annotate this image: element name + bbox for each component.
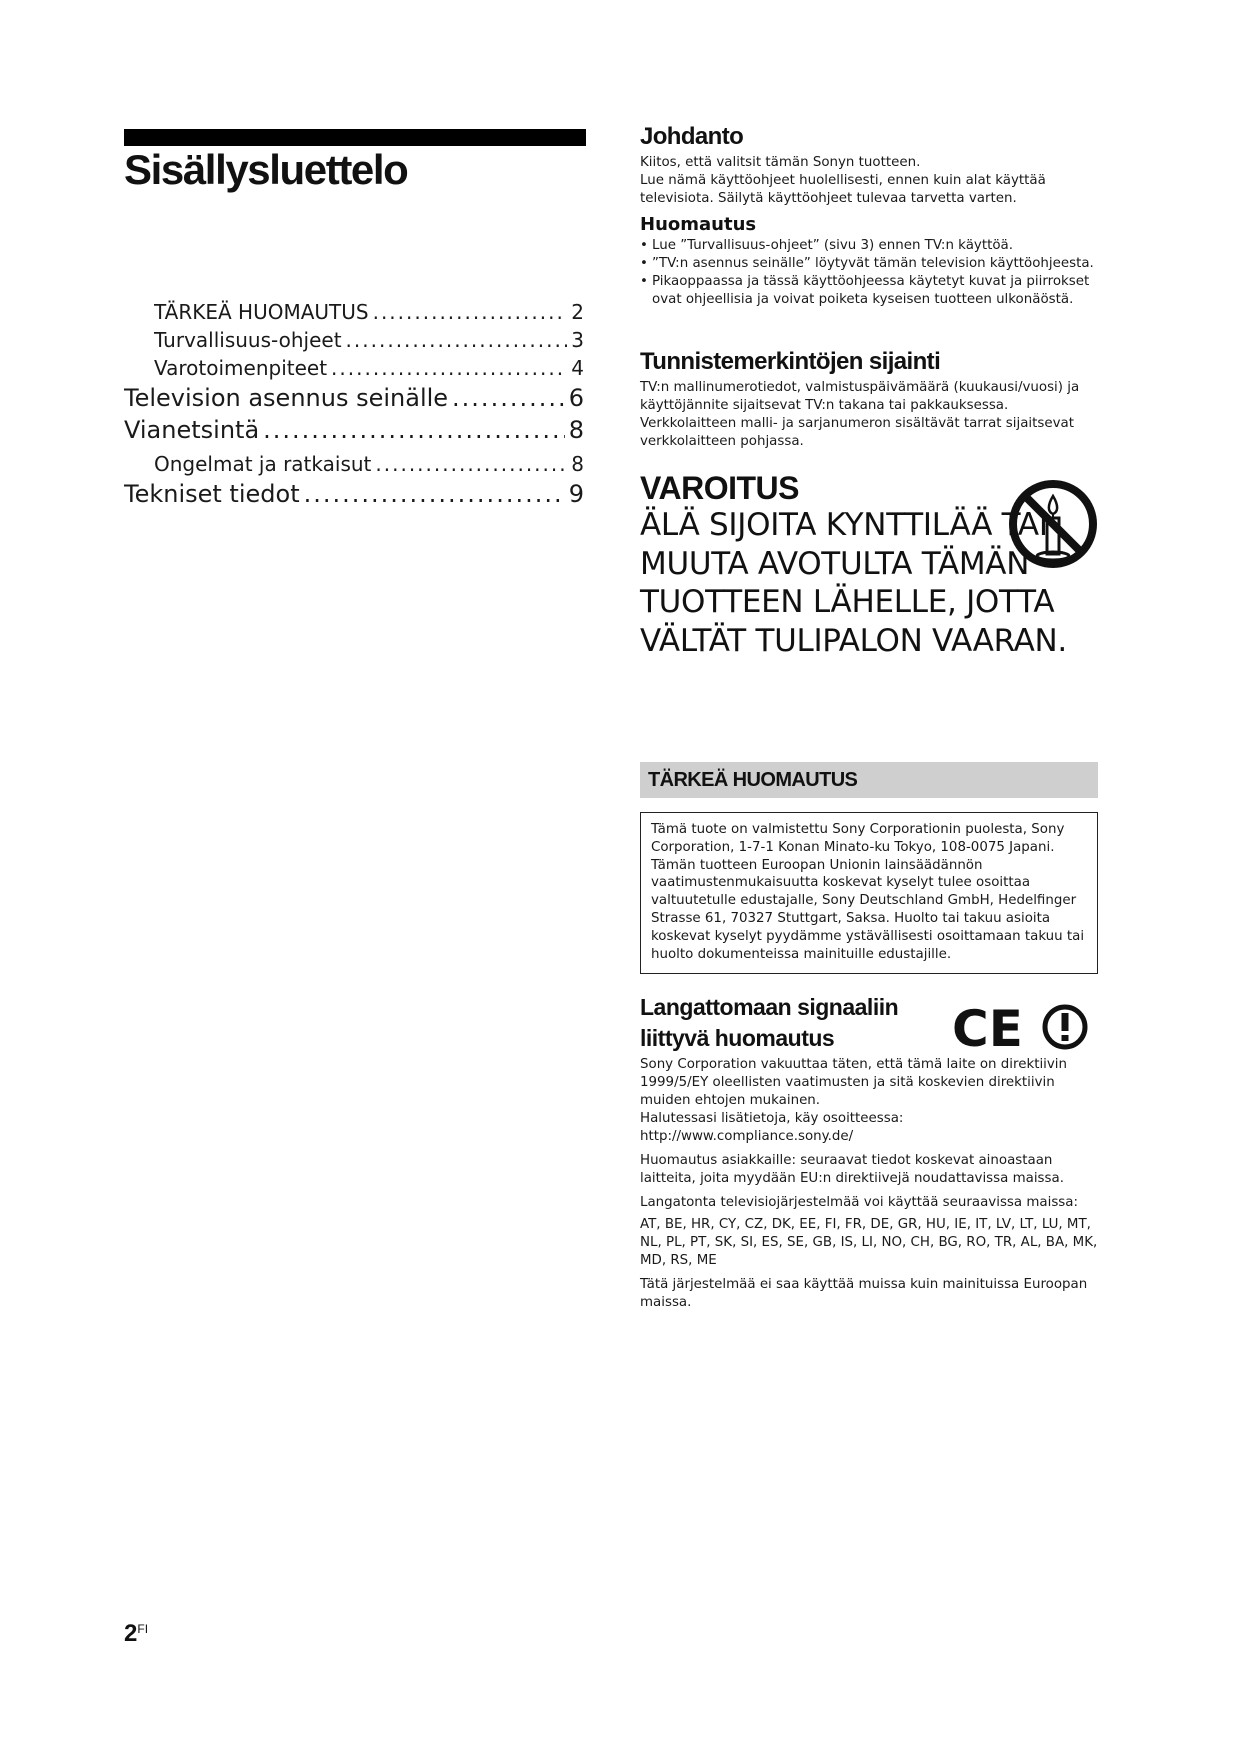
wireless-notice-title: Langattomaan signaaliin liittyvä huomautus — [640, 994, 899, 1051]
intro-title: Johdanto — [640, 123, 744, 150]
warning-title: VAROITUS — [640, 470, 799, 506]
intro-section — [640, 123, 1105, 309]
toc-entry-precautions[interactable] — [154, 356, 584, 384]
page-number — [124, 1620, 148, 1648]
toc-entry-page: 6 — [568, 384, 584, 412]
toc-entry-wall-mount[interactable] — [124, 384, 584, 416]
toc-leader — [373, 300, 568, 324]
toc-entry-troubleshooting[interactable] — [124, 416, 584, 448]
important-notice-header: TÄRKEÄ HUOMAUTUS — [640, 762, 1098, 798]
note-item: • Lue ”Turvallisuus-ohjeet” (sivu 3) ennen TV:n käyttöä. — [640, 237, 1105, 255]
note-item: • ”TV:n asennus seinälle” löytyvät tämän television käyttöohjeesta. — [640, 255, 1105, 273]
note-item: • Pikaoppaassa ja tässä käyttöohjeessa käytetyt kuvat ja piirrokset ovat ohjeellisia ja voivat poiketa kyseisen tuotteen ulkonäöstä. — [640, 273, 1105, 309]
identification-line-1: TV:n mallinumerotiedot, valmistuspäivämäärä (kuukausi/vuosi) ja käyttöjännite sijaitsevat TV:n takana tai pakkauksessa. — [640, 380, 1080, 413]
identification-line-2: Verkkolaitteen malli- ja sarjanumeron sisältävät tarrat sijaitsevat verkkolaitteen pohjassa. — [640, 416, 1074, 449]
toc-entry-label: Television asennus seinälle — [124, 384, 449, 412]
toc-entry-important-notice[interactable] — [154, 300, 584, 328]
toc-title-bar — [124, 129, 586, 146]
toc-entry-page: 8 — [571, 452, 584, 476]
toc-entry-label: Ongelmat ja ratkaisut — [154, 452, 372, 476]
wireless-section — [640, 1056, 1105, 1312]
toc-title: Sisällysluettelo — [124, 146, 408, 193]
intro-line-1: Kiitos, että valitsit tämän Sonyn tuotteen. — [640, 155, 921, 170]
toc-entry-label: Tekniset tiedot — [124, 480, 300, 508]
identification-section — [640, 348, 1105, 451]
toc-leader — [304, 480, 565, 508]
note-title: Huomautus — [640, 214, 757, 235]
toc-entry-page: 2 — [571, 300, 584, 324]
toc-entry-specifications[interactable] — [124, 480, 584, 512]
toc-entry-label: Turvallisuus-ohjeet — [154, 328, 342, 352]
warning-text: ÄLÄ SIJOITA KYNTTILÄÄ TAI MUUTA AVOTULTA TÄMÄN TUOTTEEN LÄHELLE, JOTTA VÄLTÄT TULIPALON VAARAN. — [640, 507, 1067, 659]
page-number-value: 2 — [124, 1620, 138, 1647]
ce-mark-icon — [952, 1002, 1024, 1052]
toc-leader — [375, 452, 567, 476]
toc-entry-label: Varotoimenpiteet — [154, 356, 328, 380]
toc-entry-safety[interactable] — [154, 328, 584, 356]
toc-leader — [452, 384, 565, 412]
intro-line-2: Lue nämä käyttöohjeet huolellisesti, ennen kuin alat käyttää televisiota. Säilytä käyttöohjeet tulevaa tarvetta varten. — [640, 173, 1046, 206]
no-open-flame-icon — [1005, 476, 1105, 576]
identification-title: Tunnistemerkintöjen sijainti — [640, 348, 941, 375]
toc-entry-page: 9 — [568, 480, 584, 508]
toc-entry-label: TÄRKEÄ HUOMAUTUS — [154, 300, 369, 324]
ce-mark-text: CE — [952, 1002, 1023, 1052]
important-notice-box: Tämä tuote on valmistettu Sony Corporationin puolesta, Sony Corporation, 1-7-1 Konan Minato-ku Tokyo, 108-0075 Japani. Tämän tuotteen Euroopan Unionin lainsäädännön vaatimustenmukaisuutta koskevat kyselyt tulee osoittaa valtuutetulle edustajalle, Sony Deutschland GmbH, Hedelfinger Strasse 61, 70327 Stuttgart, Saksa. Huolto tai takuu asioita koskevat kyselyt pyydämme ystävällisesti osoittamaan takuu tai huolto dokumenteissa mainituille edustajille. — [640, 812, 1098, 974]
toc-leader — [331, 356, 567, 380]
toc-entry-page: 8 — [568, 416, 584, 444]
wireless-more-info: Halutessasi lisätietoja, käy osoitteessa: http://www.compliance.sony.de/ — [640, 1111, 904, 1144]
toc-leader — [263, 416, 565, 444]
note-list — [640, 237, 1105, 309]
wireless-countries-intro: Langatonta televisiojärjestelmää voi käyttää seuraavissa maissa: — [640, 1195, 1079, 1210]
wireless-customer-note: Huomautus asiakkaille: seuraavat tiedot koskevat ainoastaan laitteita, joita myydään EU:n direktiivejä noudattavissa maissa. — [640, 1153, 1064, 1186]
toc-entry-page: 4 — [571, 356, 584, 380]
toc-entry-page: 3 — [571, 328, 584, 352]
toc-entry-problems[interactable] — [154, 452, 584, 480]
page-language-code: FI — [137, 1622, 149, 1636]
wireless-country-list: AT, BE, HR, CY, CZ, DK, EE, FI, FR, DE, GR, HU, IE, IT, LV, LT, LU, MT, NL, PL, PT, SK, SI, ES, SE, GB, IS, LI, NO, CH, BG, RO, TR, AL, BA, MK, MD, RS, ME — [640, 1217, 1098, 1268]
wireless-restriction: Tätä järjestelmää ei saa käyttää muissa kuin mainituissa Euroopan maissa. — [640, 1277, 1088, 1310]
wireless-declaration: Sony Corporation vakuuttaa täten, että tämä laite on direktiivin 1999/5/EY oleellisten vaatimusten ja sitä koskevien direktiivin muiden ehtojen mukainen. — [640, 1057, 1068, 1108]
class-2-alert-icon — [1040, 1002, 1090, 1052]
toc-leader — [346, 328, 568, 352]
toc-entry-label: Vianetsintä — [124, 416, 260, 444]
